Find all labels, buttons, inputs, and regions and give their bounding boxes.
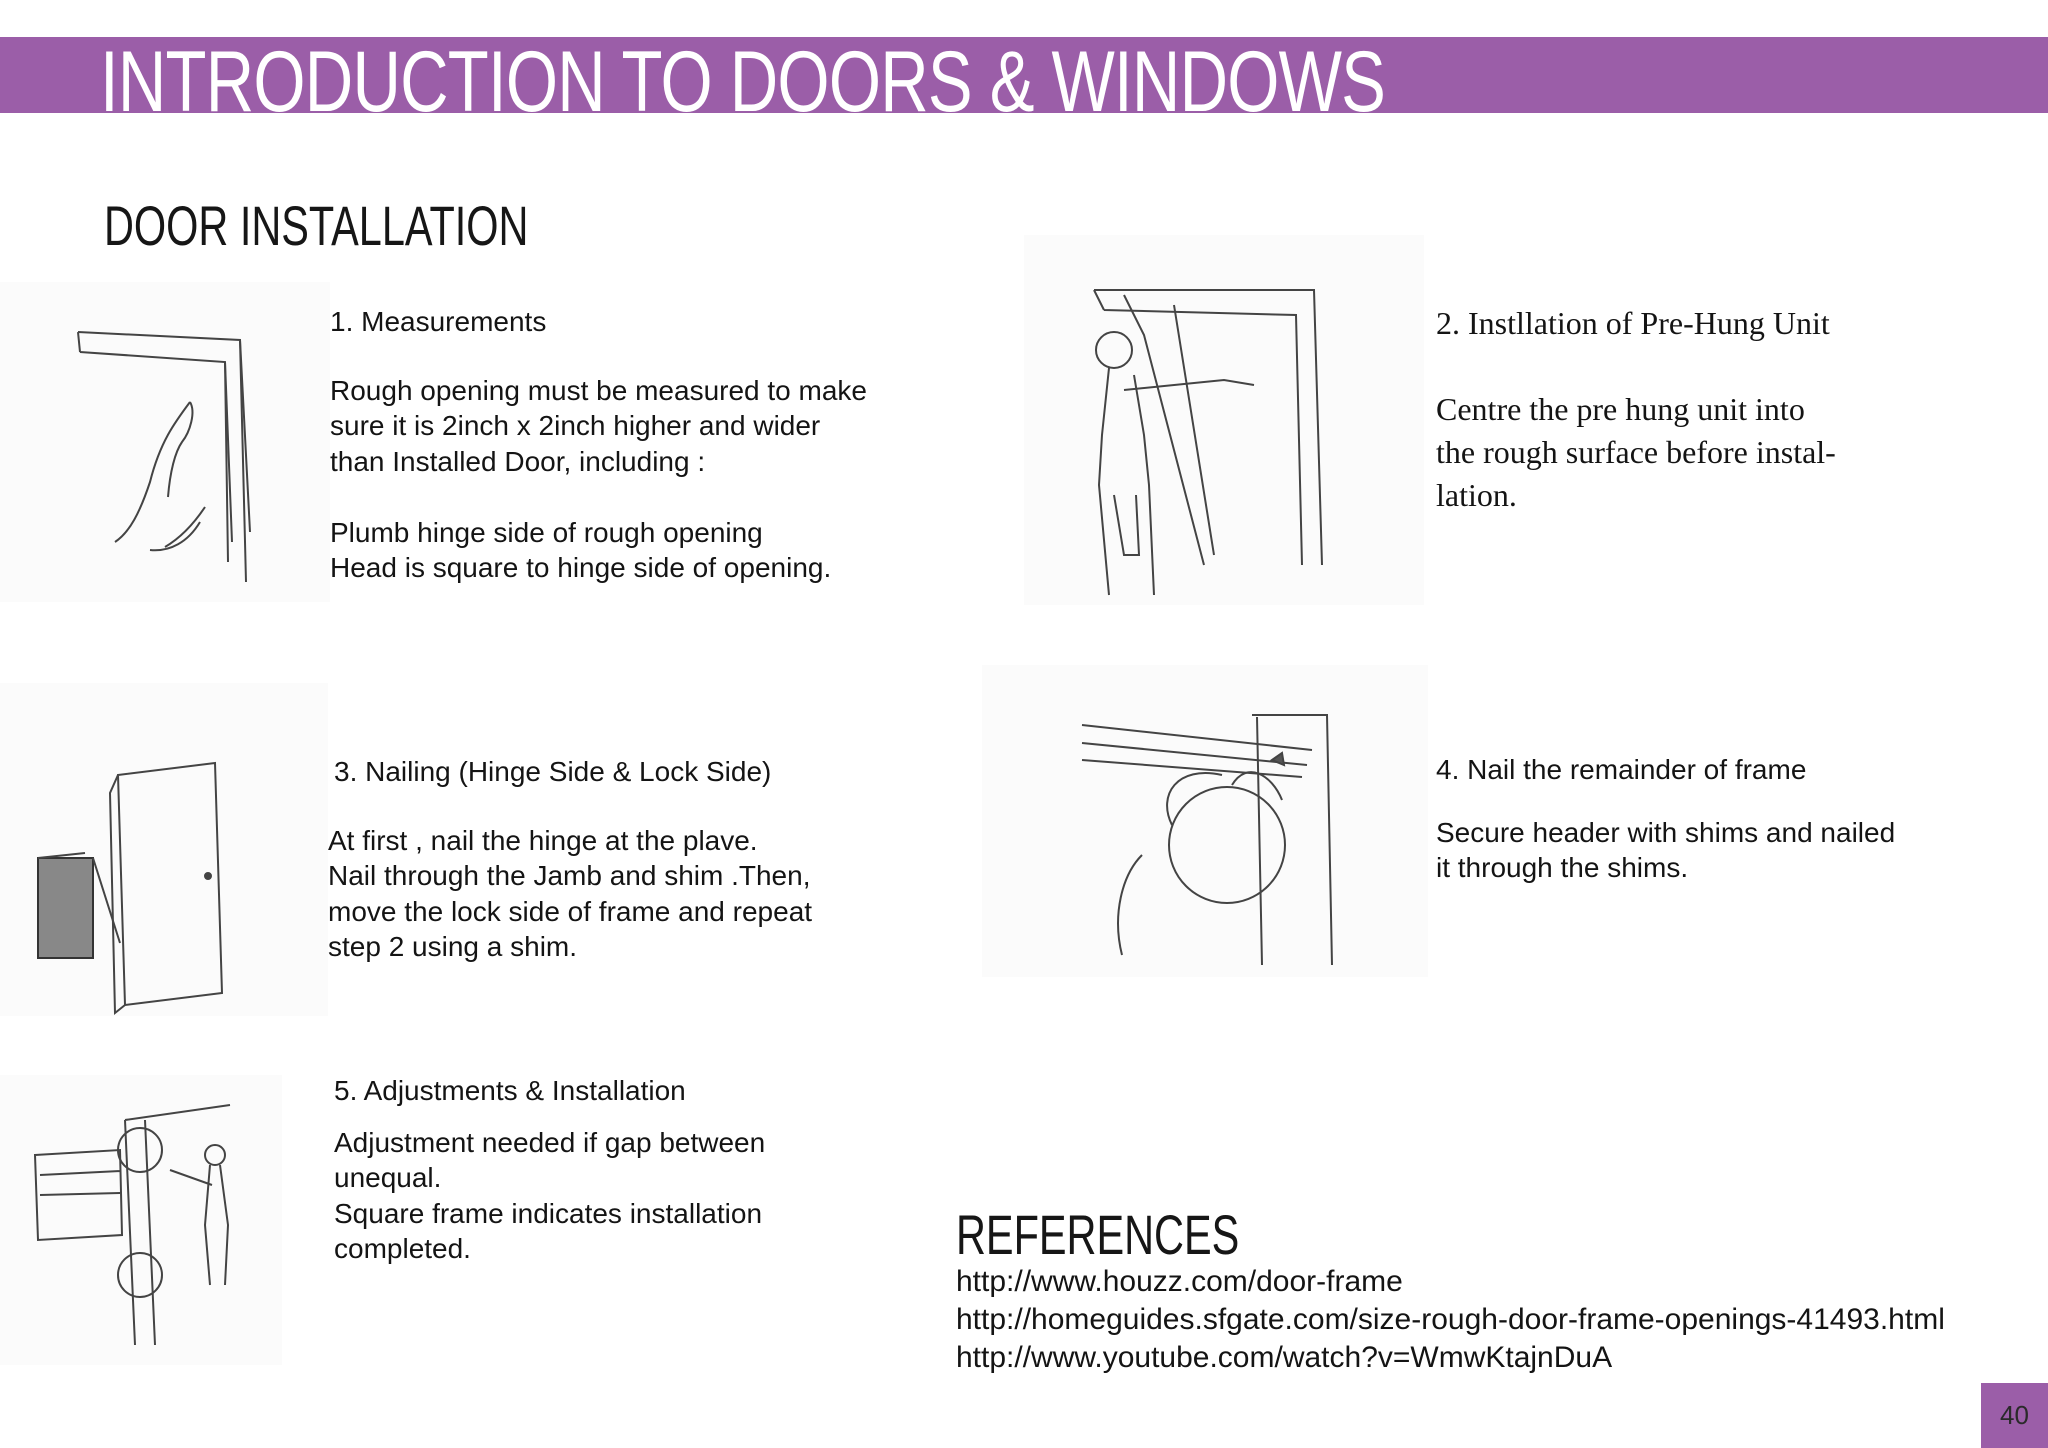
step-title: 2. Instllation of Pre-Hung Unit bbox=[1436, 305, 1830, 341]
step-measurements bbox=[330, 304, 867, 586]
step-body: Centre the pre hung unit into the rough surface before instal- lation. bbox=[1436, 391, 1836, 513]
page-number: 40 bbox=[1981, 1383, 2048, 1448]
measurements-sketch bbox=[0, 282, 330, 602]
step-title: 1. Measurements bbox=[330, 306, 547, 337]
references-list bbox=[956, 1263, 1945, 1377]
step-body: Adjustment needed if gap between unequal. Square frame indicates installation completed. bbox=[334, 1126, 766, 1264]
page-title: INTRODUCTION TO DOORS & WINDOWS bbox=[100, 37, 1386, 113]
step-body: At first , nail the hinge at the plave. Nail through the Jamb and shim .Then, move the lock side of frame and repeat step 2 using a shim. bbox=[328, 824, 813, 962]
step-title: 5. Adjustments & Installation bbox=[334, 1075, 686, 1106]
prehung-sketch bbox=[1024, 235, 1424, 605]
step-prehung bbox=[1436, 302, 1836, 517]
header-banner bbox=[0, 37, 2048, 113]
step-remainder bbox=[1436, 752, 1895, 886]
reference-link[interactable]: http://www.houzz.com/door-frame bbox=[956, 1265, 1403, 1298]
nailing-sketch bbox=[0, 683, 328, 1016]
step-nailing bbox=[328, 754, 812, 965]
reference-link[interactable]: http://homeguides.sfgate.com/size-rough-door-frame-openings-41493.html bbox=[956, 1303, 1945, 1336]
step-title: 3. Nailing (Hinge Side & Lock Side) bbox=[334, 756, 772, 787]
remainder-sketch bbox=[982, 665, 1428, 977]
adjustments-sketch bbox=[0, 1075, 282, 1365]
step-body: Rough opening must be measured to make sure it is 2inch x 2inch higher and wider than Installed Door, including : Plumb hinge side of rough opening Head is square to hinge side of opening. bbox=[330, 374, 867, 583]
section-heading: DOOR INSTALLATION bbox=[104, 194, 529, 257]
reference-link[interactable]: http://www.youtube.com/watch?v=WmwKtajnDuA bbox=[956, 1341, 1613, 1374]
references-heading: REFERENCES bbox=[956, 1203, 1240, 1266]
step-body: Secure header with shims and nailed it through the shims. bbox=[1436, 816, 1896, 883]
step-title: 4. Nail the remainder of frame bbox=[1436, 754, 1807, 785]
step-adjustments bbox=[334, 1073, 765, 1267]
